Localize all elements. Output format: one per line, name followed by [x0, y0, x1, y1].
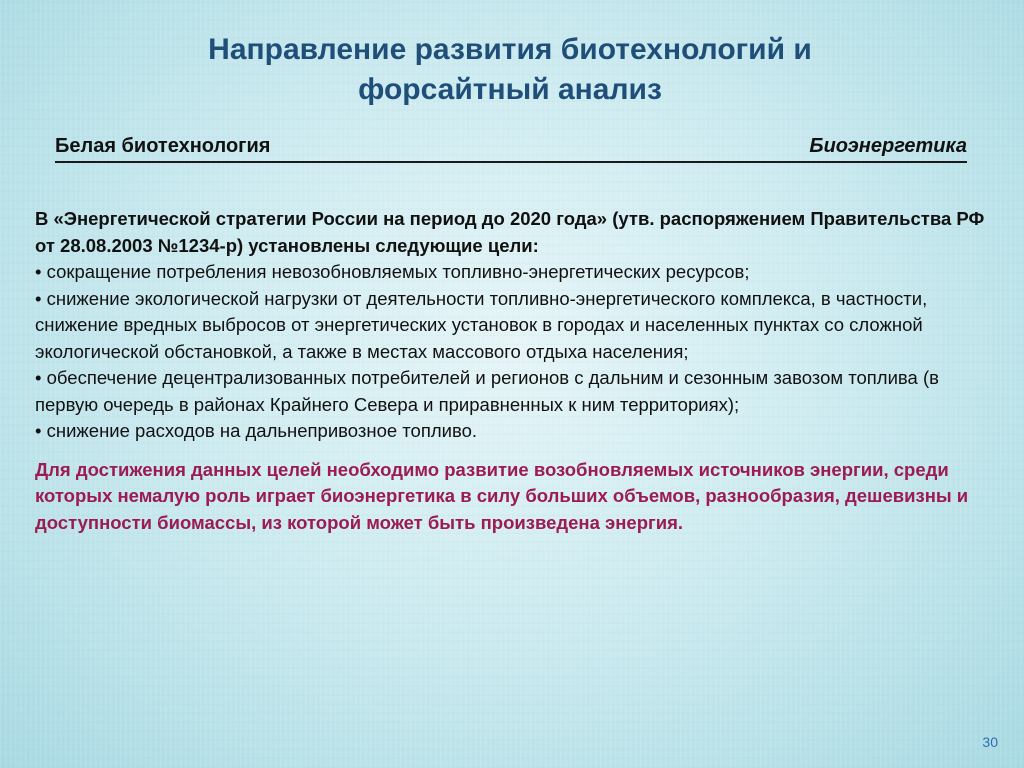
subheading-left: Белая биотехнология [55, 135, 271, 157]
bullet-item: • снижение экологической нагрузки от деятельности топливно-энергетического комплекса, в частности, снижение вредных выбросов от энергетических установок в городах и населенных пунктах со сложной экологической обстановкой, а также в местах массового отдыха населения; [35, 287, 928, 362]
intro-paragraph: В «Энергетической стратегии России на период до 2020 года» (утв. распоряжением Правительства РФ от 28.08.2003 №1234-р) установлены следующие цели: [35, 208, 985, 256]
bullet-item: • снижение расходов на дальнепривозное топливо. [35, 420, 478, 441]
page-number: 30 [982, 734, 998, 750]
conclusion-paragraph: Для достижения данных целей необходимо развитие возобновляемых источников энергии, среди которых немалую роль играет биоэнергетика в силу больших объемов, разнообразия, дешевизны и доступности биомассы, из которой может быть произведена энергия. [35, 458, 969, 533]
subheading-right: Биоэнергетика [809, 135, 967, 157]
slide-title-line-1: Направление развития биотехнологий и [208, 33, 812, 66]
bullet-item: • обеспечение децентрализованных потребителей и регионов с дальним и сезонным завозом топлива (в первую очередь в районах Крайнего Севера и приравненных к ним территориях); [35, 367, 939, 415]
slide-body [35, 206, 985, 536]
subheading-row [55, 135, 967, 163]
bullet-item: • сокращение потребления невозобновляемых топливно-энергетических ресурсов; [35, 261, 750, 282]
slide-title [80, 30, 940, 110]
slide-title-line-2: форсайтный анализ [358, 73, 662, 106]
